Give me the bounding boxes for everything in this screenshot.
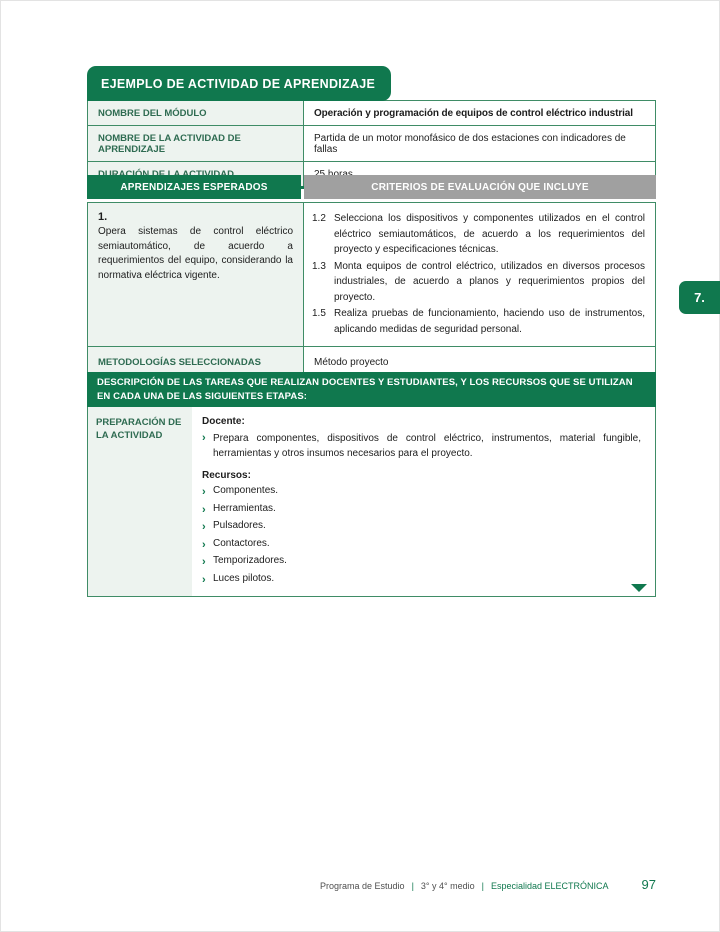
- recurso-text: Pulsadores.: [213, 520, 266, 531]
- bullet-icon: ›: [202, 556, 206, 568]
- list-item: [312, 259, 645, 306]
- criterion-text: Realiza pruebas de funcionamiento, haciendo uso de instrumentos, aplicando medidas de seguridad personal.: [334, 308, 645, 335]
- footer-specialty-text: Especialidad ELECTRÓNICA: [490, 881, 609, 891]
- recurso-text: Temporizadores.: [213, 555, 287, 566]
- bullet-icon: ›: [202, 432, 206, 444]
- list-item: [202, 503, 641, 518]
- list-item: [312, 306, 645, 337]
- chapter-tab: [679, 281, 720, 314]
- module-name-value: Operación y programación de equipos de control eléctrico industrial: [314, 108, 633, 119]
- criterion-text: Selecciona los dispositivos y componentes utilizados en el control eléctrico semiautomáticos, de acuerdo a los requerimientos del proyecto y especificaciones técnicas.: [334, 213, 645, 255]
- criterion-text: Monta equipos de control eléctrico, utilizados en diversos procesos industriales, de acuerdo a planos y requerimientos propios del proyecto.: [334, 260, 645, 303]
- table-row: [88, 203, 655, 347]
- bullet-icon: ›: [202, 503, 206, 516]
- list-item: [202, 538, 641, 553]
- table-row: [88, 101, 655, 126]
- preparation-table: [87, 407, 656, 597]
- continuation-arrow-icon: [631, 584, 647, 592]
- criterion-number: 1.5: [312, 308, 326, 319]
- recurso-text: Luces pilotos.: [213, 572, 275, 584]
- list-item: [202, 573, 641, 588]
- methodology-label: METODOLOGÍAS SELECCIONADAS: [88, 347, 304, 378]
- tasks-description-banner: [87, 372, 656, 407]
- activity-name-label: NOMBRE DE LA ACTIVIDAD DE APRENDIZAJE: [88, 126, 304, 161]
- list-item: [202, 485, 641, 500]
- list-item: [312, 211, 645, 258]
- criterion-number: 1.2: [312, 213, 326, 224]
- footer-grade-text: 3° y 4° medio: [420, 881, 475, 891]
- expected-learning-text: Opera sistemas de control eléctrico semiautomático, de acuerdo a requerimientos del equipo, considerando la normativa eléctrica vigente.: [98, 226, 293, 281]
- page-number: 97: [641, 877, 656, 892]
- bullet-icon: ›: [202, 486, 206, 498]
- stage-content-cell: [192, 407, 655, 596]
- tasks-description-text: DESCRIPCIÓN DE LAS TAREAS QUE REALIZAN DOCENTES Y ESTUDIANTES, Y LOS RECURSOS QUE SE UTILIZAN EN CADA UNA DE LAS SIGUIENTES ETAPAS:: [97, 376, 633, 402]
- page-title: EJEMPLO DE ACTIVIDAD DE APRENDIZAJE: [101, 76, 376, 91]
- expected-learning-cell: [88, 203, 304, 346]
- activity-name-value: Partida de un motor monofásico de dos estaciones con indicadores de fallas: [314, 133, 626, 155]
- table-row: [88, 126, 655, 162]
- module-name-label: NOMBRE DEL MÓDULO: [88, 101, 304, 125]
- bullet-icon: ›: [202, 521, 206, 533]
- recurso-text: Contactores.: [213, 537, 270, 549]
- recursos-heading: Recursos:: [202, 470, 251, 481]
- recursos-block: [202, 470, 641, 588]
- recurso-text: Herramientas.: [213, 502, 276, 514]
- docente-task-text: Prepara componentes, dispositivos de control eléctrico, instrumentos, material fungible, herramientas y otros insumos necesarios para el proyecto.: [213, 433, 641, 459]
- recursos-list: [202, 485, 641, 588]
- expected-learning-header: APRENDIZAJES ESPERADOS: [87, 175, 301, 199]
- recurso-text: Componentes.: [213, 485, 279, 496]
- list-item: [202, 555, 641, 570]
- learning-table-headers: [87, 175, 656, 199]
- footer-separator: |: [481, 881, 484, 891]
- page-footer: [320, 877, 656, 892]
- chapter-tab-number: 7.: [694, 290, 705, 305]
- methodology-value: Método proyecto: [314, 357, 389, 368]
- activity-example-title-box: [87, 66, 391, 101]
- learning-table-body: [87, 202, 656, 379]
- evaluation-criteria-header: CRITERIOS DE EVALUACIÓN QUE INCLUYE: [304, 175, 656, 199]
- criterion-number: 1.3: [312, 260, 326, 272]
- stage-label-cell: [88, 407, 192, 596]
- footer-program-text: Programa de Estudio: [320, 881, 405, 891]
- bullet-icon: ›: [202, 538, 206, 551]
- bullet-icon: ›: [202, 573, 206, 586]
- list-item: [202, 520, 641, 535]
- docente-heading: Docente:: [202, 416, 245, 427]
- footer-separator: |: [411, 881, 414, 891]
- list-item: [202, 431, 641, 461]
- expected-learning-number: 1.: [98, 211, 108, 223]
- criteria-cell: [304, 203, 655, 346]
- stage-label: PREPARACIÓN DE LA ACTIVIDAD: [96, 417, 182, 441]
